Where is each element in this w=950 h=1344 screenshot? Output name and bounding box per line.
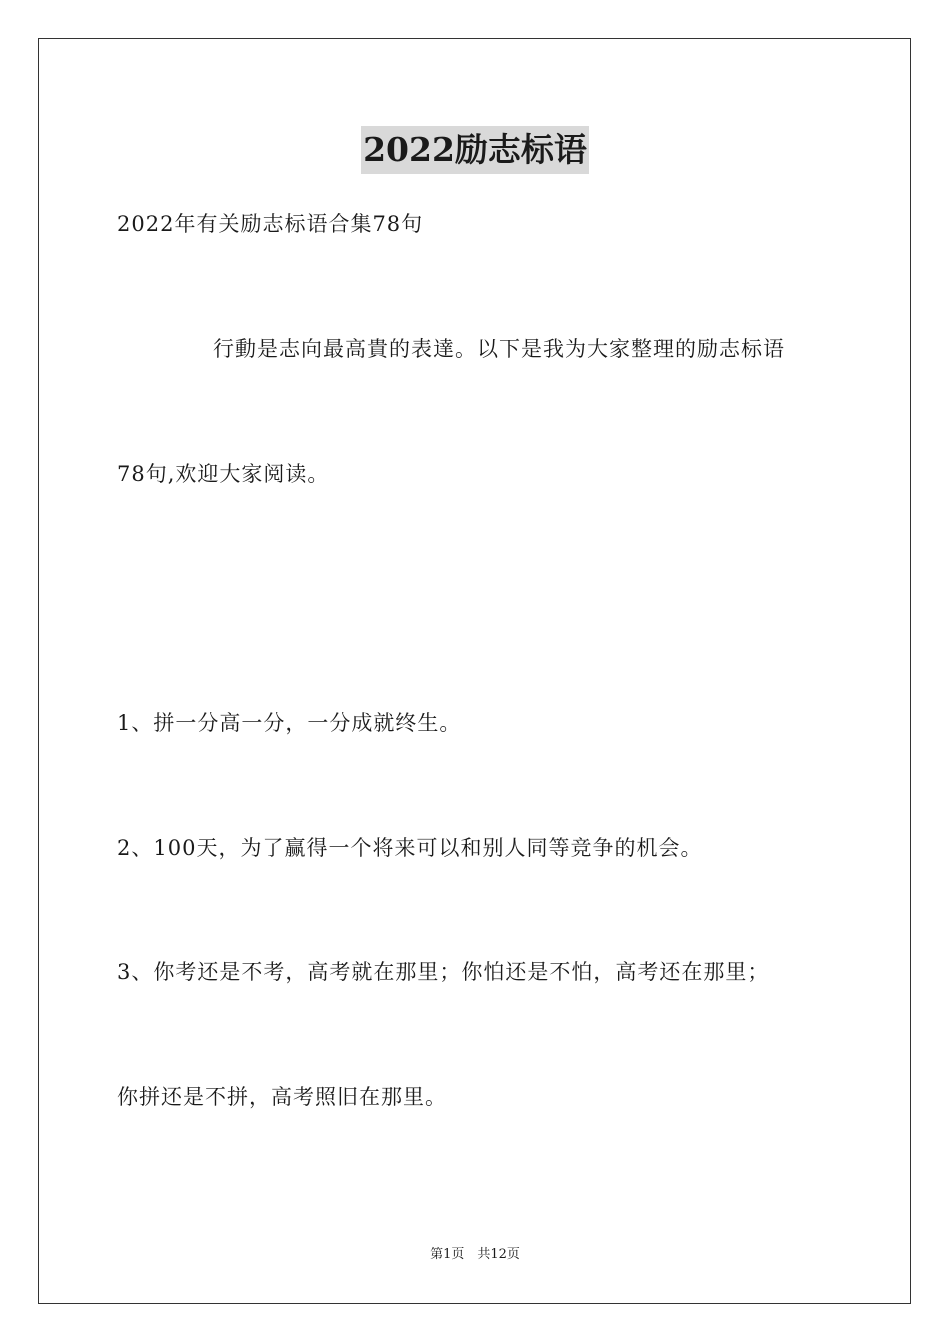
document-title: 2022励志标语 bbox=[361, 126, 589, 174]
list-item-1: 1、拼一分高一分，一分成就终生。 bbox=[117, 711, 462, 735]
intro-paragraph-line-1: 行動是志向最高貴的表達。以下是我为大家整理的励志标语 bbox=[213, 337, 785, 361]
document-title-container bbox=[0, 126, 950, 174]
intro-paragraph-line-2: 78句,欢迎大家阅读。 bbox=[117, 462, 330, 486]
subtitle-line: 2022年有关励志标语合集78句 bbox=[117, 212, 424, 236]
list-item-3-line-2: 你拼还是不拼，高考照旧在那里。 bbox=[117, 1085, 447, 1109]
list-item-2: 2、100天，为了赢得一个将来可以和别人同等竞争的机会。 bbox=[117, 836, 703, 860]
page-footer: 第1页 共12页 bbox=[430, 1247, 520, 1262]
list-item-3-line-1: 3、你考还是不考，高考就在那里；你怕还是不怕，高考还在那里； bbox=[117, 960, 770, 984]
